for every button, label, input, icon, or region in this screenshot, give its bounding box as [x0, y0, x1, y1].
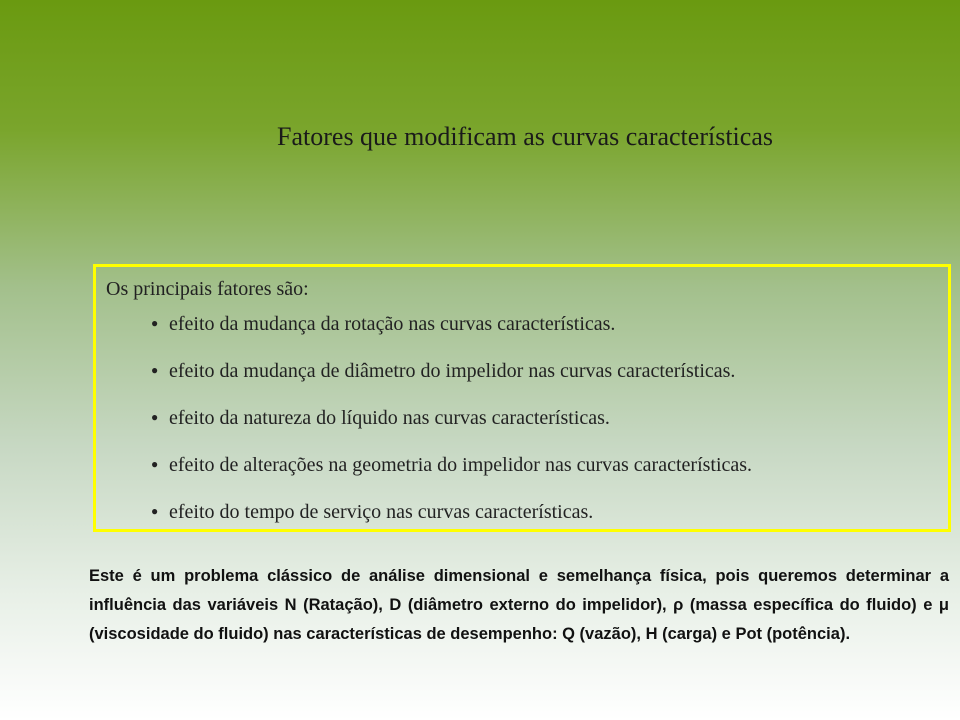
factors-heading: Os principais fatores são:: [106, 278, 309, 300]
bullet-icon: ●: [151, 410, 159, 424]
factor-item-label: efeito da mudança da rotação nas curvas características.: [169, 313, 616, 335]
factor-item-diameter: [151, 358, 948, 405]
bullet-icon: ●: [151, 316, 159, 330]
factor-list: [106, 311, 948, 546]
bullet-icon: ●: [151, 363, 159, 377]
bullet-icon: ●: [151, 504, 159, 518]
slide-title: Fatores que modificam as curvas características: [277, 122, 773, 151]
factor-item-label: efeito do tempo de serviço nas curvas características.: [169, 501, 594, 523]
bullet-icon: ●: [151, 457, 159, 471]
explanation-paragraph: Este é um problema clássico de análise dimensional e semelhança física, pois queremos determinar a influência das variáveis N (Ratação), D (diâmetro externo do impelidor), ρ (massa específica do fluido) e μ (viscosidade do fluido) nas características de desempenho: Q (vazão), H (carga) e Pot (potência).: [89, 567, 949, 643]
factor-item-label: efeito da mudança de diâmetro do impelidor nas curvas características.: [169, 360, 736, 382]
factor-item-service-time: [151, 499, 948, 546]
factor-item-label: efeito de alterações na geometria do impelidor nas curvas características.: [169, 454, 753, 476]
factor-item-label: efeito da natureza do líquido nas curvas características.: [169, 407, 610, 429]
factor-item-geometry: [151, 452, 948, 499]
factor-item-rotation: [151, 311, 948, 358]
factors-box: [93, 264, 951, 532]
factor-item-liquid: [151, 405, 948, 452]
